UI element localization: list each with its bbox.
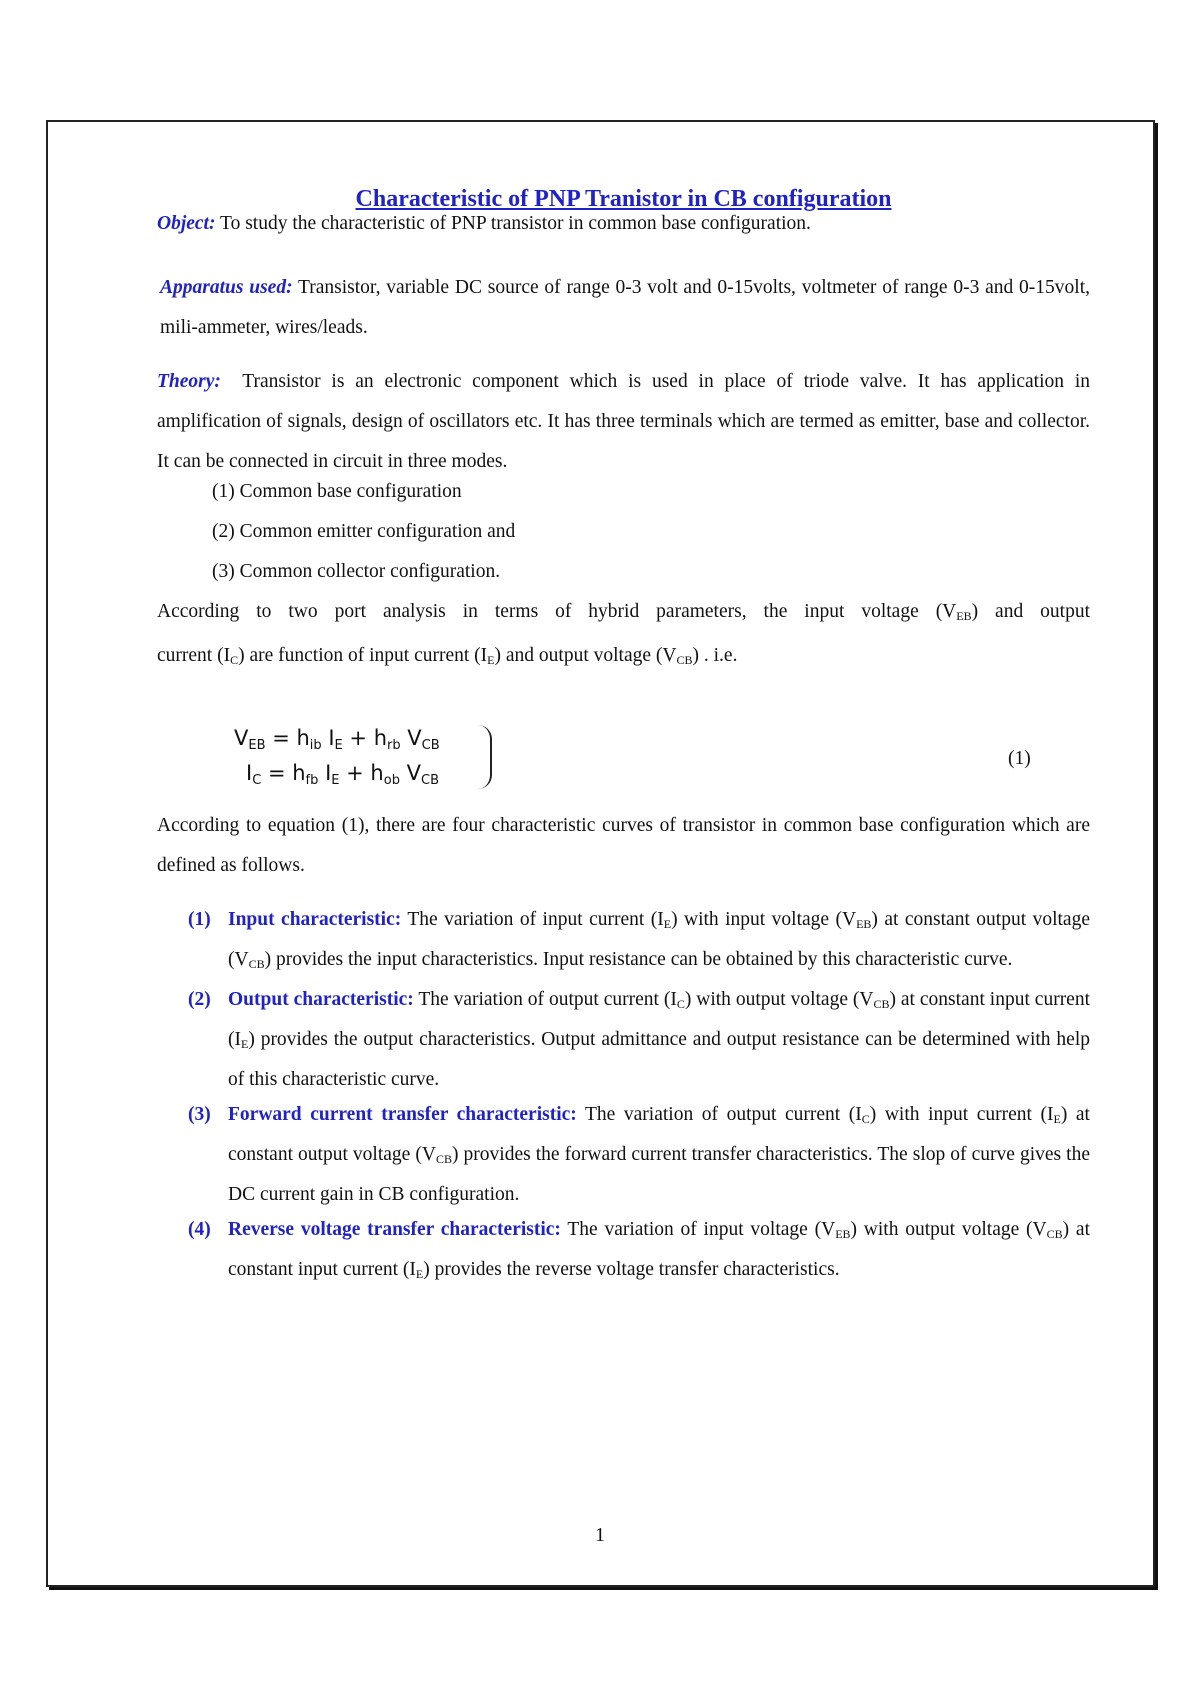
characteristics-list: [157, 902, 1090, 1292]
equation-brace: [476, 725, 492, 789]
hybrid-line-1: According to two port analysis in terms of hybrid parameters, the input voltage $(V_{EB})$ and output: [157, 601, 1090, 623]
list-item: (2) Output characteristic: The variation of output current $(I_C)$ with output voltage $(V_{CB})$ at constant input current $(I_E)$ provides the output characteristics. Output admittance and output resistance can be determined with help of this characteristic curve.: [188, 989, 1091, 1090]
equation-number: (1): [1008, 748, 1031, 769]
object-text: To study the characteristic of PNP transistor in common base configuration.: [220, 213, 811, 234]
apparatus-paragraph: [160, 268, 1090, 348]
equation-line-1: VEB = hib IE + hrb VCB: [234, 726, 440, 753]
theory-text: Transistor is an electronic component which is used in place of triode valve. It has application in amplification of signals, design of oscillators etc. It has three terminals which are termed as emitter, base and collector. It can be connected in circuit in three modes.: [157, 371, 1090, 472]
page-number: 1: [595, 1524, 605, 1546]
mode-item: (3) Common collector configuration.: [212, 561, 501, 582]
mode-item: (2) Common emitter configuration and: [212, 521, 516, 542]
apparatus-label: Apparatus used:: [160, 277, 293, 298]
theory-paragraph: [157, 362, 1090, 482]
hybrid-paragraph: [157, 592, 1090, 680]
theory-label: Theory:: [157, 371, 221, 392]
after-equation-paragraph: According to equation (1), there are four characteristic curves of transistor in common base configuration which are defined as follows.: [157, 815, 1090, 876]
page-title: Characteristic of PNP Tranistor in CB configuration: [355, 186, 892, 212]
list-item: (1) Input characteristic: The variation of input current $(I_E)$ with input voltage $(V_{EB})$ at constant output voltage $(V_{CB})$ provides the input characteristics. Input resistance can be obtained by this characteristic curve.: [188, 909, 1090, 971]
mode-item: (1) Common base configuration: [212, 481, 462, 502]
object-line: [157, 213, 811, 235]
list-item: (3) Forward current transfer characteristic: The variation of output current $(I_C)$ with input current $(I_E)$ at constant output voltage $(V_{CB})$ provides the forward current transfer characteristics. The slop of curve gives the DC current gain in CB configuration.: [188, 1104, 1090, 1205]
object-label: Object:: [157, 213, 216, 234]
list-item: (4) Reverse voltage transfer characteristic: The variation of input voltage $(V_{EB})$ with output voltage $(V_{CB})$ at constant input current $(I_E)$ provides the reverse voltage transfer characteristics.: [188, 1219, 1090, 1281]
equation-line-2: IC = hfb IE + hob VCB: [246, 761, 440, 788]
apparatus-text: Transistor, variable DC source of range 0-3 volt and 0-15volts, voltmeter of range 0-3 and 0-15volt, mili-ammeter, wires/leads.: [160, 277, 1091, 338]
hybrid-line-2: current $(I_C)$ are function of input current $(I_E)$ and output voltage $(V_{CB})$ . i.e.: [157, 645, 738, 667]
